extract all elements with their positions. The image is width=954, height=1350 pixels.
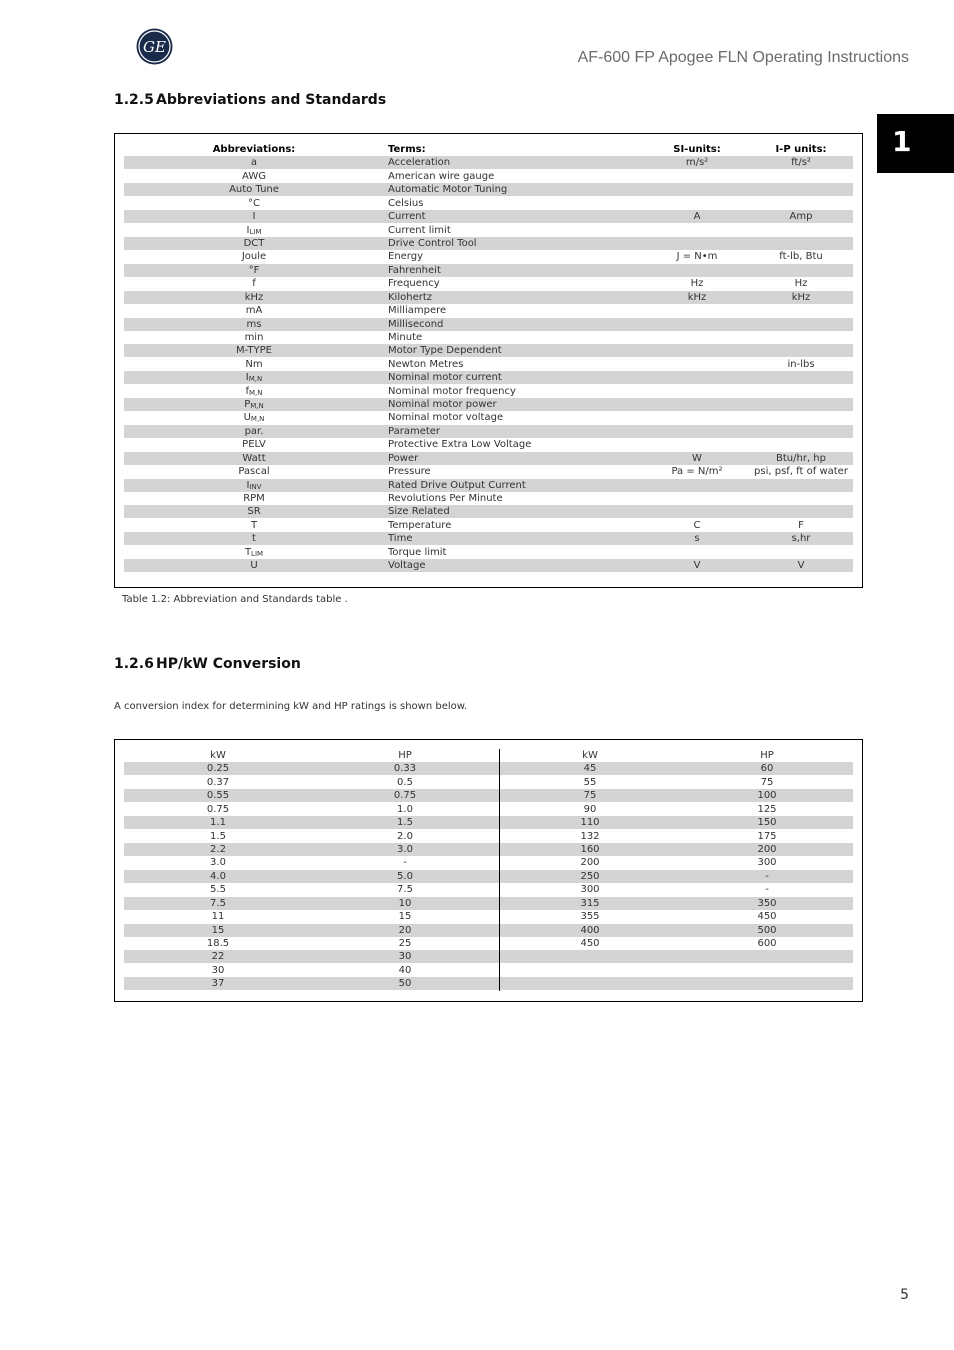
table-row bbox=[124, 183, 853, 196]
kw-cell: 90 bbox=[583, 803, 597, 815]
abbreviation-cell: DCT bbox=[243, 237, 265, 249]
section-title: HP/kW Conversion bbox=[156, 656, 301, 672]
kw-cell: 400 bbox=[580, 924, 600, 936]
table-row bbox=[124, 197, 853, 210]
abbreviation-cell: I bbox=[252, 211, 256, 223]
hp-cell: 50 bbox=[398, 978, 412, 990]
abbreviation-cell: PELV bbox=[242, 439, 266, 451]
table-row bbox=[124, 816, 853, 829]
si-unit-cell: Hz bbox=[690, 278, 704, 290]
table-header-row bbox=[124, 749, 853, 762]
hp-cell: 1.5 bbox=[397, 817, 413, 829]
table-row bbox=[124, 237, 853, 250]
ip-unit-cell: kHz bbox=[791, 291, 811, 303]
hp-cell: 30 bbox=[398, 951, 412, 963]
term-cell: American wire gauge bbox=[388, 170, 495, 182]
svg-text:GE: GE bbox=[143, 38, 166, 56]
section-number: 1.2.6 bbox=[114, 656, 154, 672]
hp-cell: - bbox=[765, 870, 769, 882]
kw-cell: 132 bbox=[580, 830, 600, 842]
abbreviation-cell: $I_{M,N}$ bbox=[245, 372, 263, 384]
ip-unit-cell: Hz bbox=[794, 278, 808, 290]
abbreviation-cell: $U_{M,N}$ bbox=[243, 412, 265, 424]
abbreviation-cell: a bbox=[250, 157, 258, 169]
table-row bbox=[124, 371, 853, 384]
kw-cell: 37 bbox=[211, 978, 225, 990]
hp-cell: 600 bbox=[757, 937, 777, 949]
term-cell: Parameter bbox=[388, 425, 441, 437]
abbreviation-cell: $I_{LIM}$ bbox=[246, 224, 262, 236]
kw-cell: 0.75 bbox=[206, 803, 230, 815]
hp-cell: 175 bbox=[757, 830, 777, 842]
hp-cell: 200 bbox=[757, 843, 777, 855]
column-header: HP bbox=[760, 750, 774, 761]
term-cell: Milliampere bbox=[388, 305, 447, 316]
section-number: 1.2.5 bbox=[114, 92, 154, 108]
table-row bbox=[124, 870, 853, 883]
abbreviation-cell: $I_{INV}$ bbox=[246, 479, 262, 491]
term-cell: Automatic Motor Tuning bbox=[388, 184, 508, 196]
kw-cell: 110 bbox=[580, 817, 600, 829]
hp-cell: 75 bbox=[760, 776, 774, 788]
hp-cell: 7.5 bbox=[397, 884, 413, 896]
hp-cell: 150 bbox=[757, 817, 777, 829]
si-unit-cell: C bbox=[693, 519, 701, 531]
term-cell: Voltage bbox=[388, 560, 426, 571]
abbreviation-cell: kHz bbox=[244, 291, 264, 303]
abbreviation-cell: ms bbox=[246, 318, 262, 330]
term-cell: Power bbox=[388, 452, 419, 464]
term-cell: Frequency bbox=[388, 278, 440, 290]
table-row bbox=[124, 358, 853, 371]
table-row bbox=[124, 398, 853, 411]
term-cell: Newton Metres bbox=[388, 358, 464, 370]
abbreviation-cell: Pascal bbox=[238, 466, 270, 478]
term-cell: Temperature bbox=[388, 519, 452, 531]
kw-cell: 450 bbox=[580, 937, 600, 949]
hp-cell: 15 bbox=[398, 911, 412, 922]
hp-cell: 0.33 bbox=[393, 763, 417, 775]
table-row bbox=[124, 264, 853, 277]
table-row bbox=[124, 519, 853, 532]
chapter-tab: 1 bbox=[877, 114, 954, 173]
abbreviation-cell: $f_{M,N}$ bbox=[245, 385, 263, 397]
si-unit-cell: s bbox=[694, 533, 700, 545]
table-row bbox=[124, 546, 853, 559]
column-header: SI-units: bbox=[673, 144, 721, 155]
ip-unit-cell: psi, psf, ft of water bbox=[754, 466, 848, 478]
kw-cell: 75 bbox=[583, 790, 597, 802]
table-row bbox=[124, 277, 853, 290]
si-unit-cell: A bbox=[693, 211, 701, 223]
ip-unit-cell: Amp bbox=[789, 211, 813, 223]
table-row bbox=[124, 803, 853, 816]
term-cell: Current bbox=[388, 211, 426, 223]
abbreviation-cell: SR bbox=[247, 506, 261, 518]
abbreviation-cell: Watt bbox=[242, 452, 266, 464]
kw-cell: 45 bbox=[583, 763, 597, 775]
term-cell: Millisecond bbox=[388, 318, 444, 330]
hp-cell: - bbox=[765, 884, 769, 896]
table-row bbox=[124, 762, 853, 775]
hp-cell: 10 bbox=[398, 897, 412, 909]
si-unit-cell: V bbox=[693, 560, 701, 571]
kw-cell: 4.0 bbox=[210, 870, 226, 882]
conversion-intro: A conversion index for determining kW and HP ratings is shown below. bbox=[114, 701, 468, 712]
term-cell: Protective Extra Low Voltage bbox=[388, 439, 532, 451]
abbreviation-cell-subscript: LIM bbox=[251, 549, 264, 558]
ge-logo bbox=[136, 28, 173, 65]
term-cell: Acceleration bbox=[388, 157, 451, 169]
column-header: kW bbox=[582, 750, 598, 761]
hp-cell: 0.75 bbox=[393, 790, 417, 802]
table-row bbox=[124, 532, 853, 545]
term-cell: Time bbox=[388, 533, 413, 545]
table-row bbox=[124, 411, 853, 424]
abbreviation-cell: par. bbox=[244, 425, 264, 437]
term-cell: Nominal motor power bbox=[388, 399, 497, 410]
kw-cell: 0.25 bbox=[206, 763, 230, 775]
table-row bbox=[124, 344, 853, 357]
abbreviation-cell: Joule bbox=[241, 251, 267, 263]
ip-unit-cell: in-lbs bbox=[787, 358, 815, 370]
section-heading-conversion bbox=[114, 656, 301, 672]
abbreviation-cell: RPM bbox=[243, 492, 265, 504]
kw-cell: 30 bbox=[211, 964, 225, 976]
table-row bbox=[124, 170, 853, 183]
abbreviation-cell: °C bbox=[248, 197, 260, 209]
table-row bbox=[124, 425, 853, 438]
hp-cell: 300 bbox=[757, 857, 777, 869]
term-cell: Rated Drive Output Current bbox=[388, 479, 526, 491]
ip-unit-cell: s,hr bbox=[791, 533, 811, 545]
abbreviation-cell: $P_{M,N}$ bbox=[244, 399, 264, 410]
abbreviation-cell: AWG bbox=[242, 170, 266, 182]
table-row bbox=[124, 937, 853, 950]
kw-cell: 18.5 bbox=[206, 937, 230, 949]
si-unit-cell: W bbox=[692, 452, 702, 464]
table-row bbox=[124, 950, 853, 963]
section-title: Abbreviations and Standards bbox=[156, 92, 387, 108]
abbreviation-cell-subscript: LIM bbox=[249, 227, 262, 236]
ip-unit-cell: V bbox=[797, 560, 805, 571]
table-row bbox=[124, 964, 853, 977]
table-row bbox=[124, 331, 853, 344]
term-cell: Minute bbox=[388, 331, 423, 343]
column-header: kW bbox=[210, 750, 226, 761]
abbreviation-cell: $T_{LIM}$ bbox=[244, 546, 264, 558]
column-divider bbox=[499, 749, 500, 991]
column-header: I-P units: bbox=[775, 144, 827, 155]
table-row bbox=[124, 385, 853, 398]
document-title: AF-600 FP Apogee FLN Operating Instructions bbox=[577, 49, 909, 66]
term-cell: Nominal motor current bbox=[388, 372, 502, 384]
hp-cell: - bbox=[403, 857, 407, 869]
table-row bbox=[124, 910, 853, 923]
ip-unit-cell: ft-lb, Btu bbox=[779, 251, 823, 263]
term-cell: Torque limit bbox=[388, 546, 447, 558]
kw-cell: 2.2 bbox=[210, 843, 226, 855]
si-unit-cell: J = N•m bbox=[676, 251, 718, 263]
table-row bbox=[124, 897, 853, 910]
abbreviation-cell: °F bbox=[248, 264, 260, 276]
ip-unit-cell: F bbox=[798, 519, 804, 531]
table-row bbox=[124, 924, 853, 937]
hp-cell: 500 bbox=[757, 924, 777, 936]
abbreviation-cell: min bbox=[244, 331, 264, 343]
term-cell: Nominal motor frequency bbox=[388, 385, 516, 397]
table-row bbox=[124, 479, 853, 492]
table-row bbox=[124, 789, 853, 802]
column-header: HP bbox=[398, 750, 412, 761]
table-row bbox=[124, 776, 853, 789]
kw-cell: 0.37 bbox=[206, 776, 230, 788]
kw-cell: 5.5 bbox=[210, 884, 226, 896]
hp-cell: 3.0 bbox=[397, 843, 413, 855]
hp-cell: 100 bbox=[757, 790, 777, 802]
term-cell: Pressure bbox=[388, 466, 431, 478]
term-cell: Motor Type Dependent bbox=[388, 345, 502, 357]
term-cell: Kilohertz bbox=[388, 291, 433, 303]
hp-cell: 1.0 bbox=[397, 803, 413, 815]
abbreviation-cell: mA bbox=[245, 305, 263, 316]
table-row bbox=[124, 250, 853, 263]
hp-cell: 40 bbox=[398, 964, 412, 976]
table-row bbox=[124, 856, 853, 869]
page-number: 5 bbox=[900, 1287, 909, 1303]
table-header-row bbox=[124, 143, 853, 156]
ip-unit-cell: ft/s² bbox=[791, 157, 811, 169]
hp-cell: 20 bbox=[398, 924, 412, 936]
hp-cell: 2.0 bbox=[397, 830, 413, 842]
column-header: Abbreviations: bbox=[212, 144, 296, 155]
term-cell: Energy bbox=[388, 251, 424, 263]
hp-cell: 350 bbox=[757, 897, 777, 909]
table-row bbox=[124, 210, 853, 223]
kw-cell: 355 bbox=[580, 911, 600, 922]
table-row bbox=[124, 843, 853, 856]
table-row bbox=[124, 505, 853, 518]
hp-kw-conversion-table bbox=[114, 739, 863, 1002]
kw-cell: 250 bbox=[580, 870, 600, 882]
term-cell: Celsius bbox=[388, 197, 424, 209]
term-cell: Size Related bbox=[388, 506, 450, 518]
abbreviation-cell-subscript: INV bbox=[249, 482, 262, 491]
abbreviation-cell-subscript: M,N bbox=[250, 415, 265, 424]
abbreviation-cell: T bbox=[250, 519, 258, 531]
hp-cell: 450 bbox=[757, 911, 777, 922]
kw-cell: 22 bbox=[211, 951, 225, 963]
kw-cell: 11 bbox=[211, 911, 225, 922]
abbreviation-cell: U bbox=[250, 560, 258, 571]
si-unit-cell: Pa = N/m² bbox=[671, 466, 723, 478]
abbreviation-cell: f bbox=[252, 278, 256, 290]
table-row bbox=[124, 465, 853, 478]
table-row bbox=[124, 224, 853, 237]
kw-cell: 15 bbox=[211, 924, 225, 936]
abbreviation-cell: M-TYPE bbox=[236, 345, 272, 357]
table-caption: Table 1.2: Abbreviation and Standards table . bbox=[122, 594, 348, 605]
abbreviation-cell: t bbox=[252, 533, 256, 545]
table-row bbox=[124, 318, 853, 331]
abbreviation-cell-subscript: M,N bbox=[250, 402, 264, 410]
kw-cell: 200 bbox=[580, 857, 600, 869]
kw-cell: 160 bbox=[580, 843, 600, 855]
kw-cell: 3.0 bbox=[210, 857, 226, 869]
kw-cell: 300 bbox=[580, 884, 600, 896]
table-row bbox=[124, 156, 853, 169]
kw-cell: 1.1 bbox=[210, 817, 226, 829]
section-heading-abbreviations bbox=[114, 92, 386, 108]
table-row bbox=[124, 830, 853, 843]
term-cell: Drive Control Tool bbox=[388, 237, 477, 249]
term-cell: Nominal motor voltage bbox=[388, 412, 504, 424]
kw-cell: 0.55 bbox=[206, 790, 230, 802]
table-row bbox=[124, 492, 853, 505]
kw-cell: 7.5 bbox=[210, 897, 226, 909]
table-row bbox=[124, 883, 853, 896]
kw-cell: 315 bbox=[580, 897, 600, 909]
hp-cell: 60 bbox=[760, 763, 774, 775]
hp-cell: 125 bbox=[757, 803, 777, 815]
kw-cell: 55 bbox=[583, 776, 597, 788]
hp-cell: 5.0 bbox=[397, 870, 413, 882]
abbreviation-cell: Auto Tune bbox=[229, 184, 279, 196]
table-row bbox=[124, 977, 853, 990]
table-row bbox=[124, 291, 853, 304]
hp-cell: 25 bbox=[398, 937, 412, 949]
term-cell: Current limit bbox=[388, 224, 451, 236]
ip-unit-cell: Btu/hr, hp bbox=[776, 452, 826, 464]
si-unit-cell: kHz bbox=[687, 291, 707, 303]
hp-cell: 0.5 bbox=[397, 776, 413, 788]
term-cell: Revolutions Per Minute bbox=[388, 492, 503, 504]
table-row bbox=[124, 452, 853, 465]
kw-cell: 1.5 bbox=[210, 830, 226, 842]
abbreviation-cell: Nm bbox=[245, 358, 263, 370]
abbreviation-cell-subscript: M,N bbox=[249, 388, 263, 397]
table-row bbox=[124, 304, 853, 317]
term-cell: Fahrenheit bbox=[388, 264, 441, 276]
abbreviations-table bbox=[114, 133, 863, 588]
table-row bbox=[124, 559, 853, 572]
si-unit-cell: m/s² bbox=[685, 157, 709, 169]
abbreviation-cell-subscript: M,N bbox=[248, 375, 263, 384]
column-header: Terms: bbox=[388, 144, 426, 155]
table-row bbox=[124, 438, 853, 451]
